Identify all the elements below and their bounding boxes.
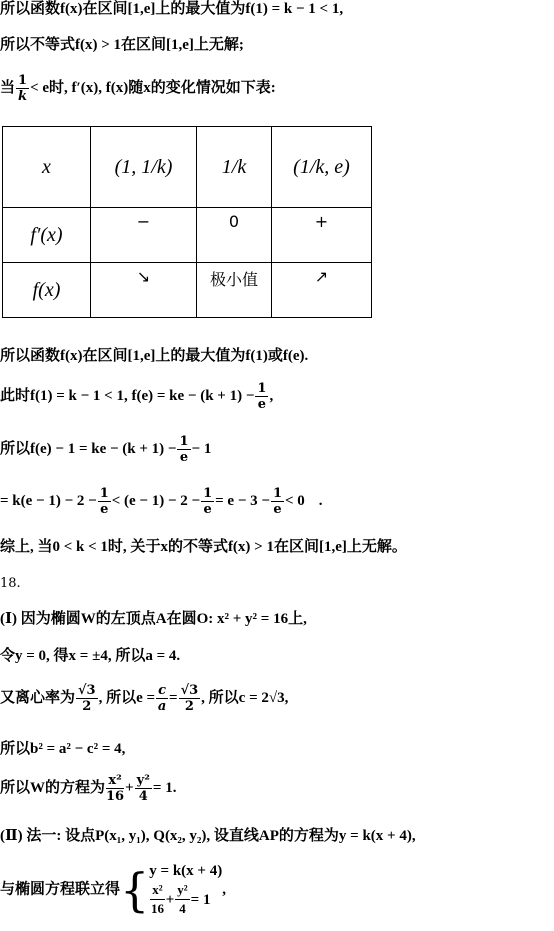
text-line-1: 所以函数f(x)在区间[1,e]上的最大值为f(1) = k − 1 < 1, — [0, 1, 344, 17]
table-cell: 极小值 — [197, 263, 272, 318]
table-header-interval-2: (1/k, e) — [272, 127, 372, 208]
fraction-1-over-k — [16, 74, 29, 103]
line-12 — [0, 684, 288, 713]
text-equals-one: = 1 — [190, 891, 211, 908]
fraction-1-over-e — [271, 487, 284, 516]
fraction-c-over-a — [156, 684, 168, 713]
problem-number — [0, 577, 21, 590]
table-cell: − — [91, 208, 197, 263]
line-16 — [0, 862, 226, 918]
fraction-1-over-e — [177, 435, 190, 464]
frac-num: x² — [106, 774, 124, 789]
frac-den: 4 — [179, 901, 186, 917]
fraction-1-over-e — [201, 487, 214, 516]
frac-num: 1 — [203, 486, 213, 501]
table-header-interval-1: (1, 1/k) — [91, 127, 197, 208]
table-header-x: x — [3, 127, 91, 208]
line-4 — [0, 349, 308, 364]
text-line-7b: < (e − 1) − 2 − — [111, 493, 201, 509]
text-problem-number: 18. — [0, 576, 21, 591]
fraction-x2-over-16 — [106, 774, 124, 803]
line-13 — [0, 742, 125, 757]
text-line-14b: = 1. — [152, 780, 177, 796]
text-line-5: 此时f(1) = k − 1 < 1, f(e) = ke − (k + 1) − — [0, 388, 255, 404]
line-11 — [0, 649, 180, 664]
table-cell: + — [272, 208, 372, 263]
frac-den: 2 — [184, 699, 194, 714]
equation-system — [149, 862, 222, 918]
fraction-sqrt3-over-2 — [179, 684, 201, 713]
table-cell: 0 — [197, 208, 272, 263]
line-2 — [0, 38, 244, 53]
table-header-point: 1/k — [197, 127, 272, 208]
text-line-8: 综上, 当0 < k < 1时, 关于x的不等式f(x) > 1在区间[1,e]上无解。 — [0, 539, 407, 555]
frac-num: y² — [136, 773, 150, 788]
fraction-sqrt3-over-2 — [76, 684, 98, 713]
left-brace-icon: { — [120, 863, 150, 918]
text-line-6: 所以f(e) − 1 = ke − (k + 1) − — [0, 441, 177, 457]
fraction-y2-over-4 — [135, 774, 152, 803]
text-period: . — [318, 493, 323, 509]
frac-den: 2 — [82, 699, 92, 714]
equation-line-2 — [149, 882, 222, 919]
text-line-7a: = k(e − 1) − 2 − — [0, 493, 97, 509]
frac-den: 16 — [106, 789, 125, 804]
text-line-4: 所以函数f(x)在区间[1,e]上的最大值为f(1)或f(e). — [0, 348, 309, 364]
frac-den: e — [179, 450, 189, 465]
line-7 — [0, 487, 323, 516]
frac-den: e — [273, 502, 282, 517]
frac-num: √3 — [78, 683, 96, 698]
line-5 — [0, 382, 273, 411]
fraction-y2-over-4 — [175, 882, 189, 919]
text-line-7c: = e − 3 − — [215, 493, 270, 509]
line-8 — [0, 540, 407, 555]
frac-num: √3 — [180, 683, 199, 698]
text-equals: = — [169, 690, 178, 706]
text-plus: + — [125, 780, 134, 796]
frac-den: e — [257, 397, 267, 412]
text-when: 当 — [0, 80, 16, 96]
frac-num: 1 — [272, 486, 282, 501]
text-line-2: 所以不等式f(x) > 1在区间[1,e]上无解; — [0, 37, 244, 53]
table-cell: ↗ — [272, 263, 372, 318]
variation-table — [2, 126, 372, 318]
text-minus-one: − 1 — [191, 441, 212, 457]
text-comma: , — [222, 881, 226, 898]
table-row-label-function: f(x) — [3, 263, 91, 318]
text-line-12a: 又离心率为 — [0, 690, 76, 706]
text-line-11: 令y = 0, 得x = ±4, 所以a = 4. — [0, 648, 181, 664]
text-comma: , — [269, 388, 274, 404]
line-14 — [0, 774, 176, 803]
frac-num: 1 — [257, 381, 267, 396]
fraction-1-over-e — [255, 382, 268, 411]
equation-line-1: y = k(x + 4) — [149, 863, 223, 879]
text-line-10: (Ⅰ) 因为椭圆W的左顶点A在圆O: x² + y² = 16上, — [0, 611, 307, 627]
frac-den: 4 — [138, 789, 148, 804]
line-10 — [0, 612, 307, 627]
table-cell: ↘ — [91, 263, 197, 318]
line-15 — [0, 829, 416, 844]
frac-num: x² — [150, 882, 164, 901]
frac-den: k — [18, 89, 28, 104]
line-6 — [0, 435, 211, 464]
text-plus: + — [165, 891, 175, 908]
frac-num: y² — [175, 882, 189, 901]
text-line-12b: , 所以e = — [98, 690, 156, 706]
frac-num: 1 — [179, 434, 189, 449]
text-line-3: < e时, f′(x), f(x)随x的变化情况如下表: — [30, 80, 276, 96]
fraction-1-over-e — [98, 487, 111, 516]
text-line-14a: 所以W的方程为 — [0, 780, 106, 796]
frac-num: 1 — [18, 73, 28, 88]
frac-num: c — [158, 683, 166, 698]
frac-den: a — [157, 699, 167, 714]
frac-num: 1 — [99, 486, 109, 501]
text-line-15: (Ⅱ) 法一: 设点P(x₁, y₁), Q(x₂, y₂), 设直线AP的方程为y = k(x + 4), — [0, 828, 416, 844]
fraction-x2-over-16 — [150, 882, 164, 919]
line-3 — [0, 74, 276, 103]
text-line-7d: < 0 — [284, 493, 305, 509]
text-line-12c: , 所以c = 2√3, — [201, 690, 289, 706]
line-1 — [0, 2, 343, 17]
frac-den: e — [100, 502, 109, 517]
text-line-16: 与椭圆方程联立得 — [0, 881, 121, 898]
frac-den: 16 — [151, 901, 164, 917]
table-row-label-derivative: f′(x) — [3, 208, 91, 263]
frac-den: e — [203, 502, 212, 517]
text-line-13: 所以b² = a² − c² = 4, — [0, 741, 126, 757]
